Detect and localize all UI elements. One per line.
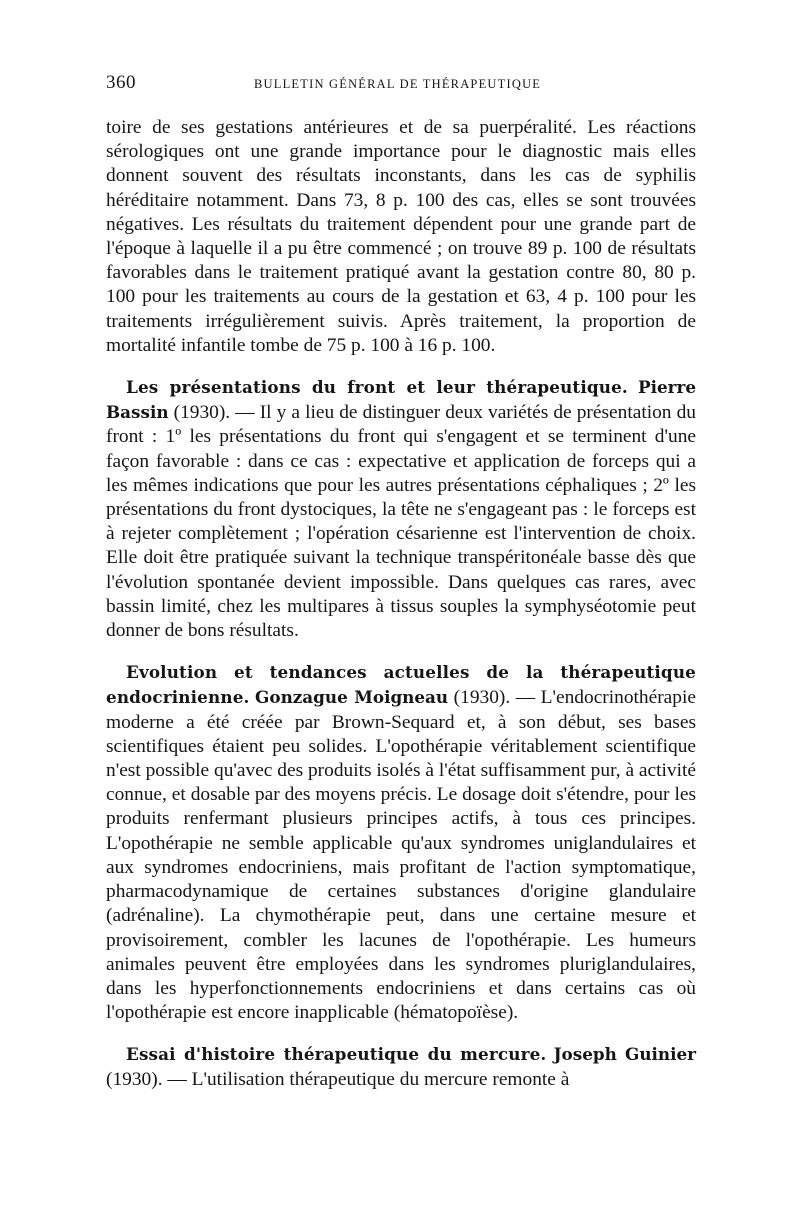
document-page [106,72,696,1092]
article-title: Evolution et tendances actuelles de la thérapeutique endocrinienne. [106,662,696,708]
article-author: Gonzague Moigneau [255,687,449,708]
article-text: — L'endocrinothérapie moderne a été créée par Brown-Sequard et, à son début, ses bases scientifiques étaient peu solides. L'opothérapie véritablement scientifique n'est possible qu'avec des produits isolés à l'état suffisamment pur, à activité connue, et dosable par des moyens précis. Le dosage doit s'étendre, pour les produits renfermant plusieurs principes actifs, à tous ces principes. L'opothérapie ne semble applicable qu'aux syndromes uniglandulaires et aux syndromes endocriniens, mais profitant de l'action symptomatique, pharmacodynamique de certaines substances d'origine glandulaire (adrénaline). La chymothérapie peut, dans une certaine mesure et provisoirement, combler les lacunes de l'opothérapie. Les humeurs animales peuvent être employées dans les syndromes pluriglandulaires, dans les hyperfonctionnements endocriniens et dans certains cas où l'opothérapie est encore inapplicable (hématopoïèse). [106,687,696,1024]
article-title: Essai d'histoire thérapeutique du mercure. [126,1044,547,1065]
page-number: 360 [106,72,136,93]
article-text: — Il y a lieu de distinguer deux variétés de présentation du front : 1º les présentations du front qui s'engagent et se terminent d'une façon favorable : dans ce cas : expectative et application de forceps qui a les mêmes indications que pour les autres présentations céphaliques ; 2º les présentations du front dystociques, la tête ne s'engageant pas : le forceps est à rejeter complètement ; l'opération césarienne est l'intervention de choix. Elle doit être pratiquée suivant la technique transpéritonéale basse dès que l'évolution spontanée devient impossible. Dans quelques cas rares, avec bassin limité, chez les multipares à tissus souples la symphyséotomie peut donner de bons résultats. [106,402,696,642]
article-year: (1930). [173,402,231,424]
article-author: Joseph Guinier [553,1044,696,1065]
article-mercury-history [106,1042,696,1091]
article-author: Pierre Bassin [106,377,696,423]
article-text: — L'utilisation thérapeutique du mercure remonte à [167,1068,570,1090]
running-head: BULLETIN GÉNÉRAL DE THÉRAPEUTIQUE [254,77,542,91]
article-year: (1930). [106,1068,163,1090]
article-year: (1930). [453,687,511,709]
body-text [106,116,696,1092]
page-header [106,72,696,102]
article-endocrine-therapy [106,660,696,1025]
opening-paragraph: toire de ses gestations antérieures et de sa puerpéralité. Les réactions sérologiques ont une grande importance pour le diagnostic mais elles donnent souvent des résultats inconstants, dans les cas de syphilis héréditaire notamment. Dans 73, 8 p. 100 des cas, elles se sont trouvées négatives. Les résultats du traitement dépendent pour une grande part de l'époque à laquelle il a pu être commencé ; on trouve 89 p. 100 de résultats favorables dans le traitement pratiqué avant la gestation contre 80, 80 p. 100 pour les traitements au cours de la gestation et 63, 4 p. 100 pour les traitements irrégulièrement suivis. Après traitement, la proportion de mortalité infantile tombe de 75 p. 100 à 16 p. 100. [106,117,696,356]
article-title: Les présentations du front et leur thérapeutique. [126,377,628,398]
article-front-presentations [106,375,696,643]
